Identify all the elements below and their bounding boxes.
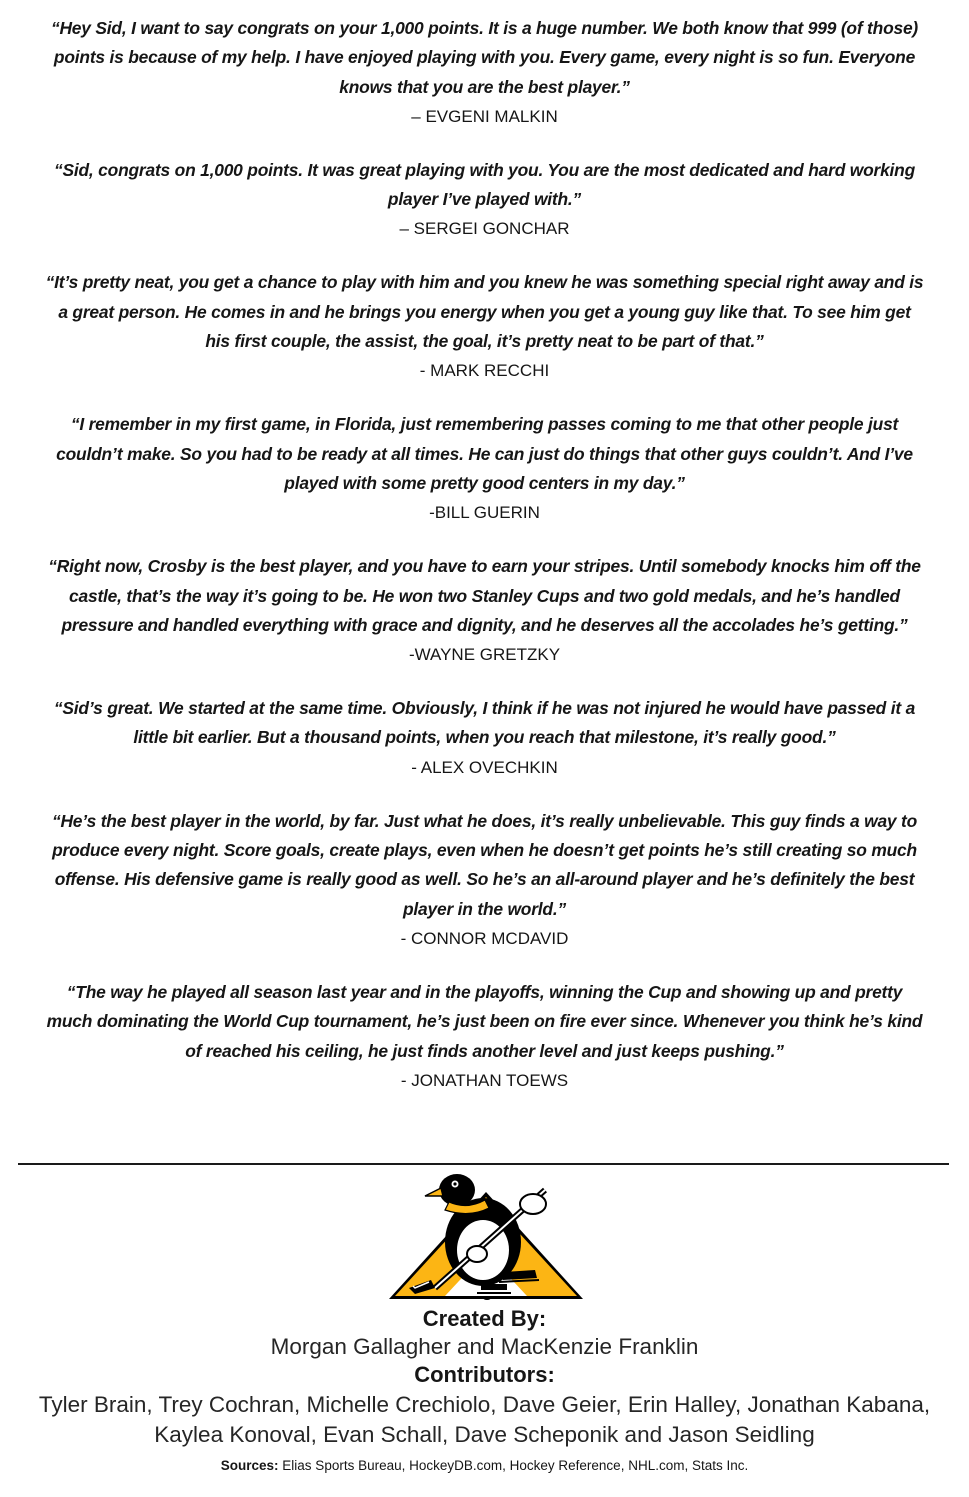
quote-gonchar <box>45 156 925 244</box>
quote-text: “The way he played all season last year and in the playoffs, winning the Cup and showing up and pretty much dominating the World Cup tournament, he’s just been on fire ever since. Whenever you think he’s kind of reached his ceiling, he just finds another level and just keeps pushing.” <box>46 981 923 1061</box>
quote-text: “He’s the best player in the world, by far. Just what he does, it’s really unbelievable. This guy finds a way to produce every night. Score goals, create plays, even when he doesn’t get points he’s still creating so much offense. His defensive game is really good as well. So he’s an all-around player and he’s definitely the best player in the world.” <box>51 810 918 919</box>
quote-author: – SERGEI GONCHAR <box>399 219 570 239</box>
created-by-heading: Created By: <box>422 1306 547 1331</box>
quote-author: -WAYNE GRETZKY <box>408 645 561 665</box>
quote-author: -BILL GUERIN <box>429 503 540 523</box>
credits-section <box>0 1305 969 1475</box>
quote-recchi <box>45 268 925 385</box>
quote-text: “Right now, Crosby is the best player, and you have to earn your stripes. Until somebody knocks him off the castle, that’s the way it’s going to be. He won two Stanley Cups and two gold medals, and he’s handled pressure and handled everything with grace and dignity, and he deserves all the accolades he’s getting.” <box>48 556 921 635</box>
contributors-names-line-1: Tyler Brain, Trey Cochran, Michelle Crechiolo, Dave Geier, Erin Halley, Jonathan Kabana, <box>38 1392 931 1417</box>
divider-line <box>18 1163 949 1165</box>
quote-author: - ALEX OVECHKIN <box>411 757 558 777</box>
quote-text: “Sid, congrats on 1,000 points. It was great playing with you. You are the most dedicated and hard working player I’ve played with.” <box>53 159 916 210</box>
quote-text: “It’s pretty neat, you get a chance to play with him and you knew he was something special right away and is a great person. He comes in and he brings you energy when you get a young guy like that. To see him get his first couple, the assist, the goal, it’s pretty neat to be part of that.” <box>45 272 924 352</box>
contributors-names-line-2: Kaylea Konoval, Evan Schall, Dave Scheponik and Jason Seidling <box>154 1422 815 1447</box>
quote-malkin <box>45 14 925 131</box>
sources-label: Sources: <box>220 1458 279 1473</box>
quote-toews <box>45 978 925 1095</box>
sources-text: Elias Sports Bureau, HockeyDB.com, Hockey Reference, NHL.com, Stats Inc. <box>278 1458 749 1473</box>
contributors-heading: Contributors: <box>414 1362 555 1387</box>
quote-ovechkin <box>45 694 925 782</box>
quote-author: - MARK RECCHI <box>419 361 550 381</box>
quote-author: - JONATHAN TOEWS <box>400 1070 569 1090</box>
quote-gretzky <box>45 552 925 669</box>
quote-text: “I remember in my first game, in Florida, just remembering passes coming to me that other people just couldn’t make. So you had to be ready at all times. He can just do things that other guys couldn’t. And I’ve played with some pretty good centers in my day.” <box>56 414 913 493</box>
quote-author: - CONNOR MCDAVID <box>400 928 569 948</box>
quote-author: – EVGENI MALKIN <box>411 106 558 126</box>
quote-mcdavid <box>45 807 925 953</box>
quote-guerin <box>45 410 925 527</box>
quote-text: “Hey Sid, I want to say congrats on your 1,000 points. It is a huge number. We both know that 999 (of those) points is because of my help. I have enjoyed playing with you. Every game, every night is so fun. Everyone knows that you are the best player.” <box>50 18 919 97</box>
created-by-names: Morgan Gallagher and MacKenzie Franklin <box>270 1334 699 1359</box>
sources-line <box>0 1457 969 1475</box>
penguins-logo-icon <box>385 1170 587 1302</box>
quote-text: “Sid’s great. We started at the same time. Obviously, I think if he was not injured he would have passed it a little bit earlier. But a thousand points, when you reach that milestone, it’s really good.” <box>53 698 916 748</box>
quotes-section <box>0 14 969 1120</box>
